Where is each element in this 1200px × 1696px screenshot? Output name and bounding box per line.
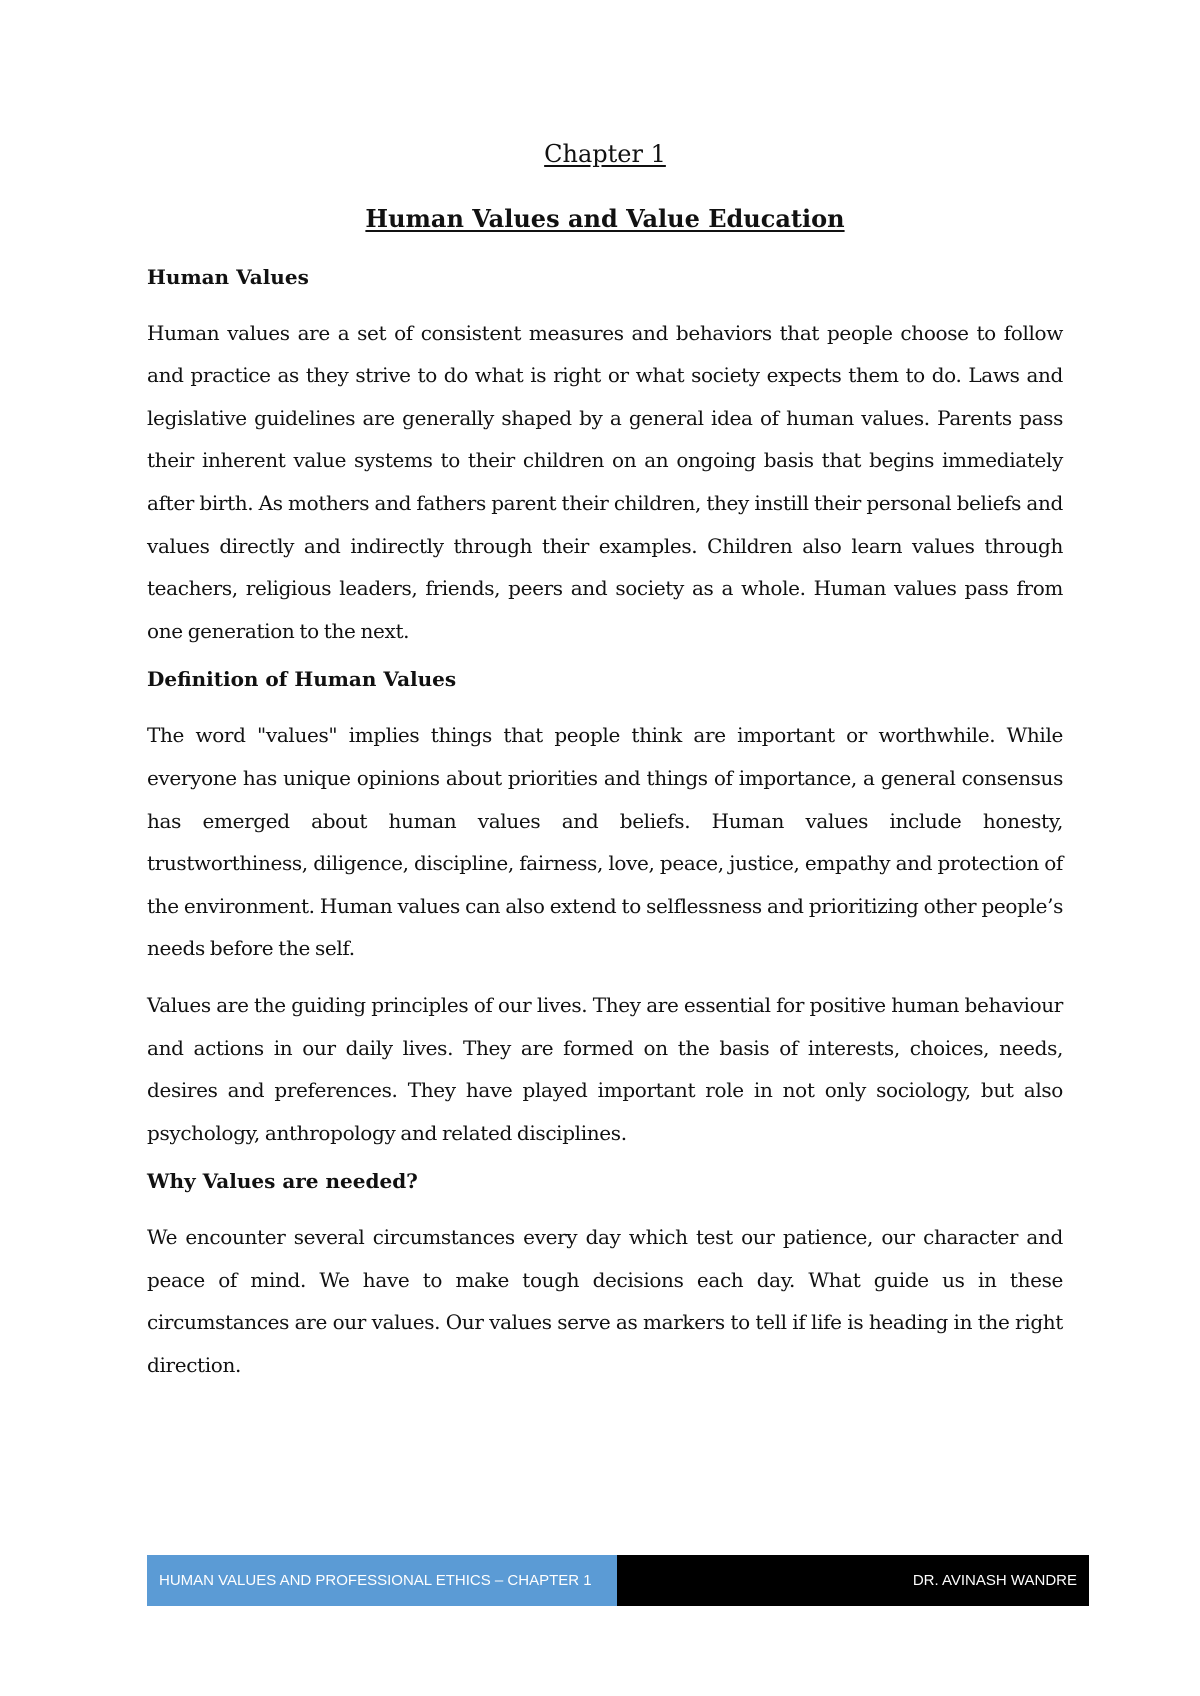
document-page <box>147 140 1063 1401</box>
paragraph-definition: The word "values" implies things that people think are important or worthwhile. While everyone has unique opinions about priorities and things of importance, a general consensus has emerged about human values and beliefs. Human values include honesty, trustworthiness, diligence, discipline, fairness, love, peace, justice, empathy and protection of the environment. Human values can also extend to selflessness and prioritizing other people’s needs before the self. <box>147 723 1063 961</box>
section-heading-why-values: Why Values are needed? <box>147 1169 418 1194</box>
footer-course-title: HUMAN VALUES AND PROFESSIONAL ETHICS – CHAPTER 1 <box>147 1555 617 1606</box>
document-title: Human Values and Value Education <box>365 203 845 233</box>
paragraph-why-values: We encounter several circumstances every day which test our patience, our character and peace of mind. We have to make tough decisions each day. What guide us in these circumstances are our values. Our values serve as markers to tell if life is heading in the right direction. <box>147 1225 1063 1378</box>
footer-author: DR. AVINASH WANDRE <box>617 1555 1089 1606</box>
section-heading-definition: Definition of Human Values <box>147 667 457 692</box>
paragraph-guiding-principles: Values are the guiding principles of our lives. They are essential for positive human behaviour and actions in our daily lives. They are formed on the basis of interests, choices, needs, desires and preferences. They have played important role in not only sociology, but also psychology, anthropology and related disciplines. <box>147 992 1063 1145</box>
section-heading-human-values: Human Values <box>147 264 309 289</box>
paragraph-human-values: Human values are a set of consistent measures and behaviors that people choose to follow and practice as they strive to do what is right or what society expects them to do. Laws and legislative guidelines are generally shaped by a general idea of human values. Parents pass their inherent value systems to their children on an ongoing basis that begins immediately after birth. As mothers and fathers parent their children, they instill their personal beliefs and values directly and indirectly through their examples. Children also learn values through teachers, religious leaders, friends, peers and society as a whole. Human values pass from one generation to the next. <box>147 320 1063 643</box>
page-footer <box>147 1555 1089 1606</box>
chapter-title: Chapter 1 <box>544 140 666 168</box>
